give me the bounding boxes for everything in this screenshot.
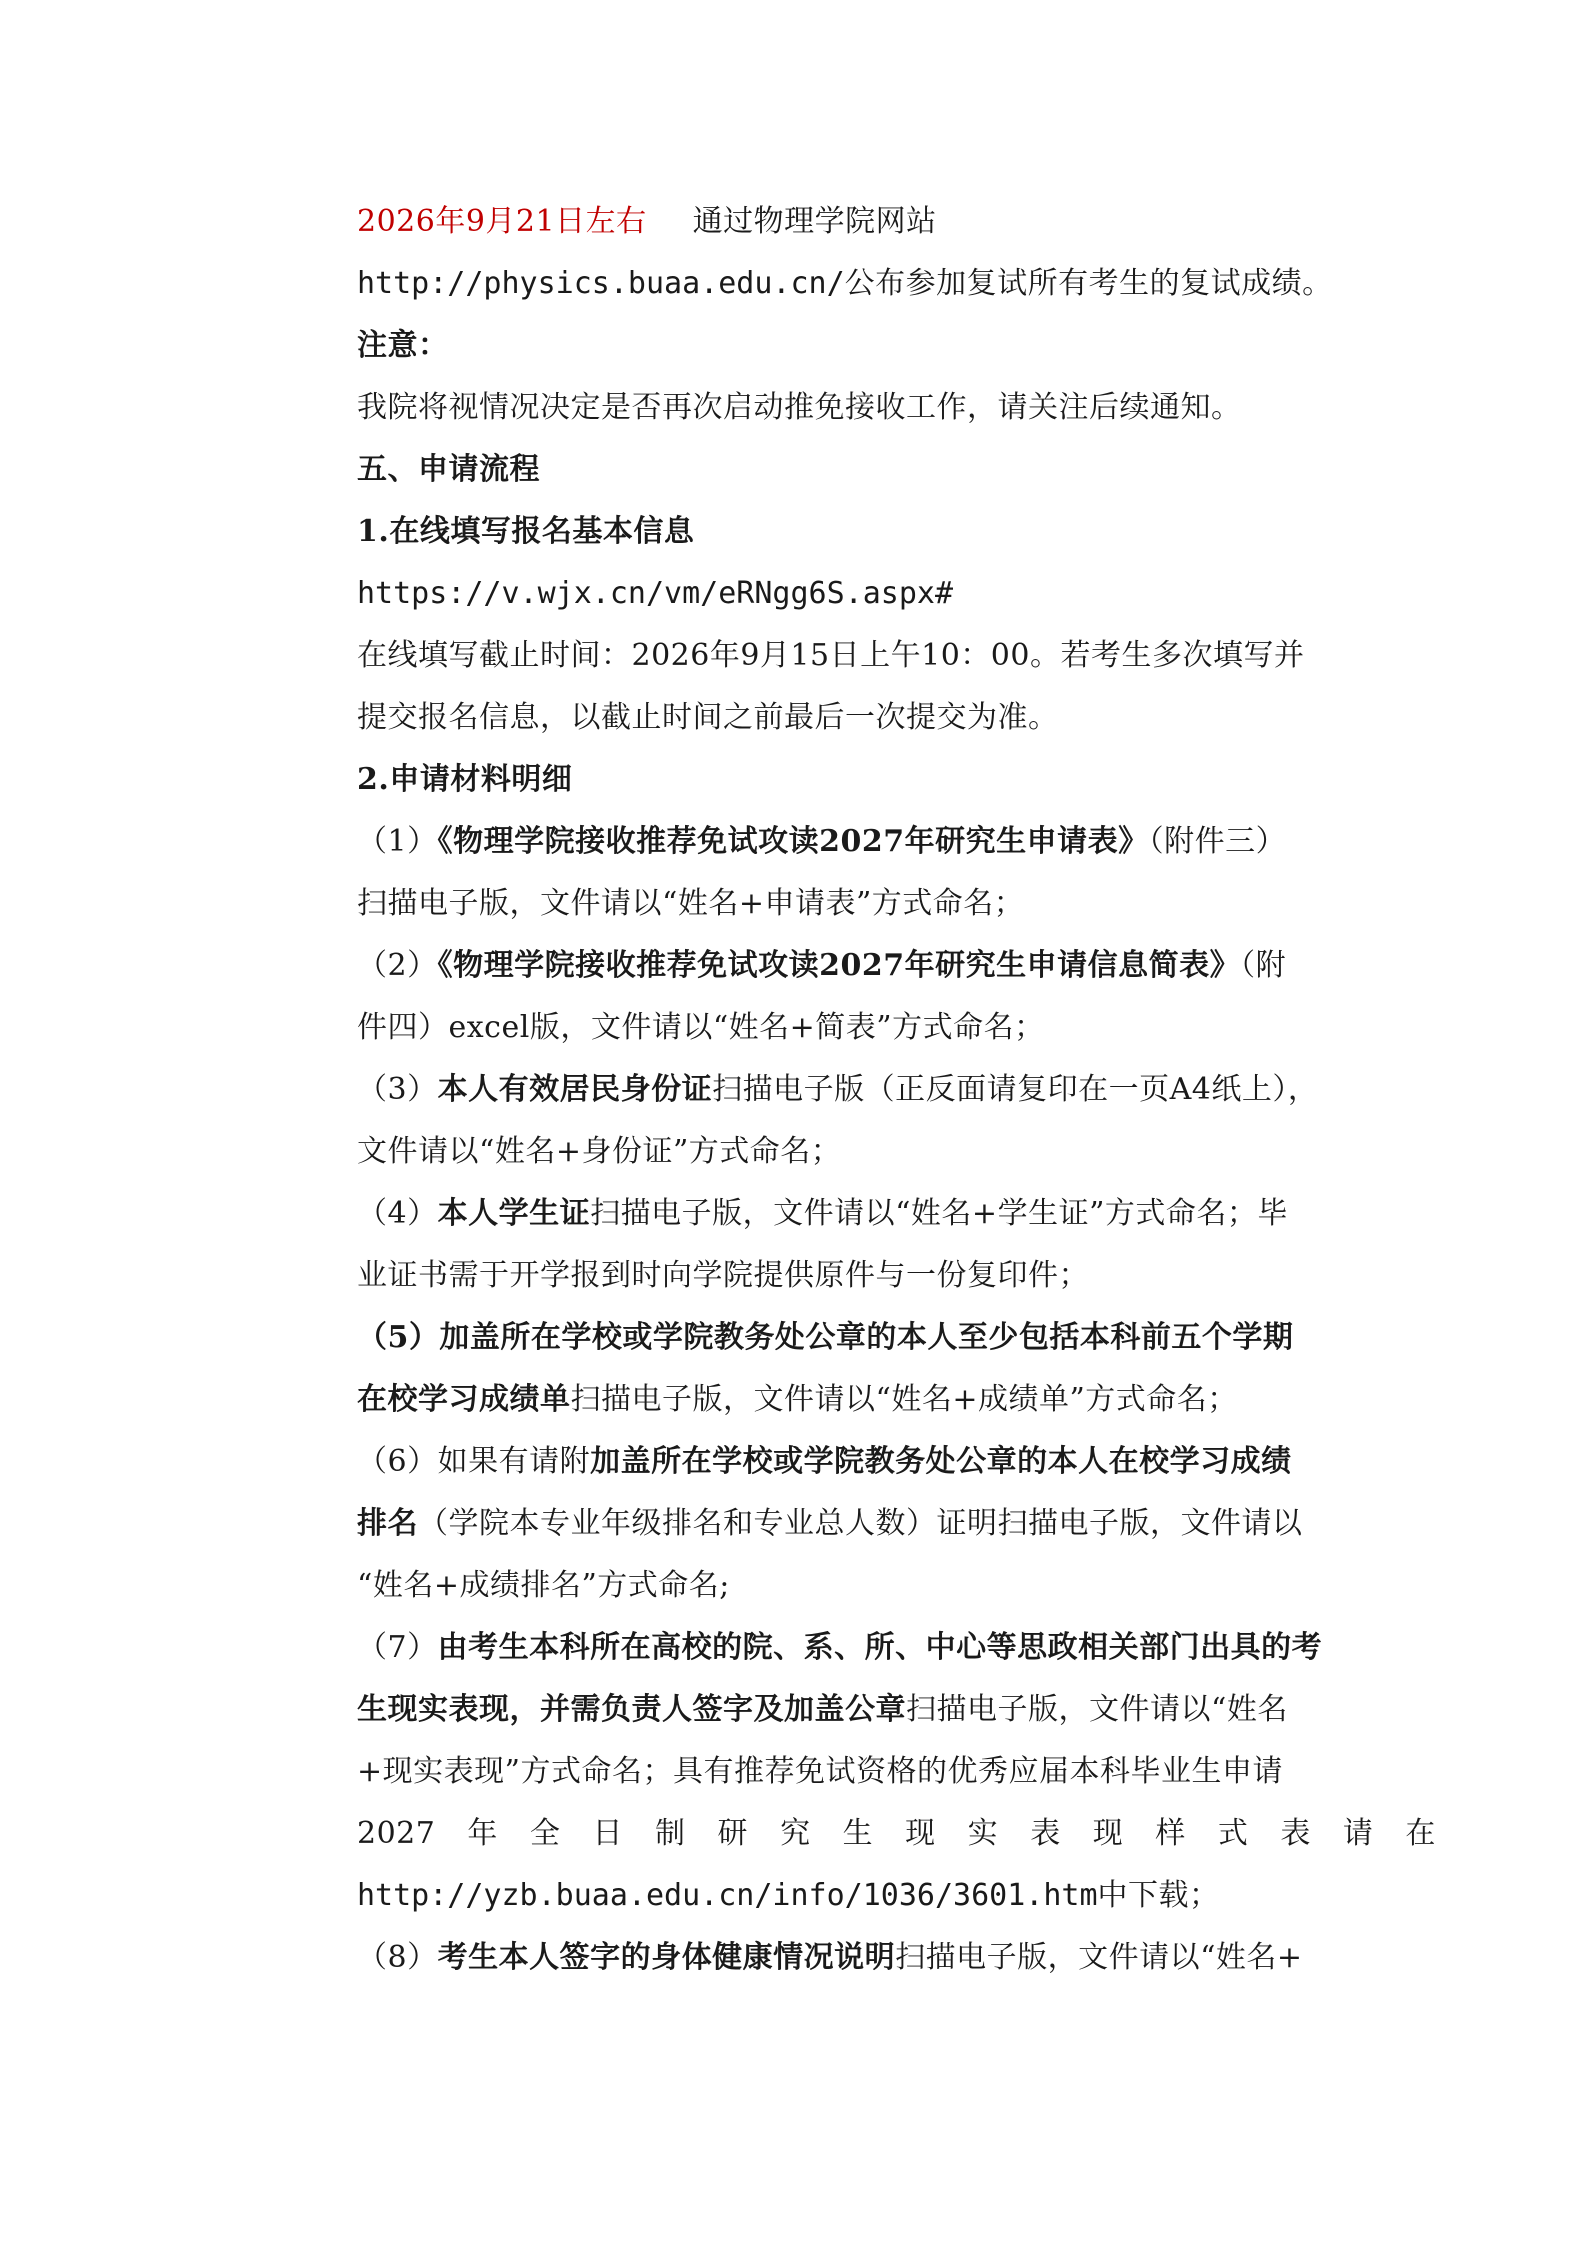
material-item-7-naming: +现实表现”方式命名；具有推荐免试资格的优秀应届本科毕业生申请 [357, 1754, 1283, 1789]
material-item-7-template-note: 2027 年 全 日 制 研 究 生 现 实 表 现 样 式 表 请 在 [357, 1816, 1436, 1851]
material-item-6 [357, 1440, 1347, 1484]
section-heading-application-process: 五、申请流程 [357, 452, 540, 487]
item-title: 《物理学院接收推荐免试攻读2027年研究生申请信息简表》 [437, 948, 1241, 983]
item-rest: 扫描电子版（正反面请复印在一页A4纸上）， [712, 1072, 1319, 1107]
material-item-7-continued [357, 1688, 1347, 1732]
announcement-date: 2026年9月21日左右 [357, 204, 647, 239]
material-item-6-naming: “姓名+成绩排名”方式命名; [357, 1568, 730, 1603]
item-rest: （附件三） [1148, 824, 1287, 859]
item-number: （8） [357, 1940, 438, 1975]
material-item-8 [357, 1936, 1347, 1980]
template-download-line [357, 1874, 1347, 1918]
item-number: （2） [357, 948, 438, 983]
registration-link[interactable]: https://v.wjx.cn/vm/eRNgg6S.aspx# [357, 576, 954, 611]
material-item-6-continued [357, 1502, 1347, 1546]
item-title: 加盖所在学校或学院教务处公章的本人在校学习成绩 [590, 1444, 1292, 1479]
subsection-materials: 2.申请材料明细 [357, 762, 573, 797]
item-number: （4） [357, 1196, 438, 1231]
deadline-text-line-1: 在线填写截止时间：2026年9月15日上午10：00。若考生多次填写并 [357, 638, 1305, 673]
item-rest: （学院本专业年级排名和专业总人数）证明扫描电子版，文件请以 [418, 1506, 1303, 1541]
item-title: 由考生本科所在高校的院、系、所、中心等思政相关部门出具的考 [437, 1630, 1323, 1665]
result-announcement-line [357, 200, 1347, 244]
note-text: 我院将视情况决定是否再次启动推免接收工作，请关注后续通知。 [357, 390, 1242, 425]
item-title: 排名 [357, 1506, 418, 1541]
material-item-3-continued: 文件请以“姓名+身份证”方式命名； [357, 1134, 842, 1169]
item-title: 考生本人签字的身体健康情况说明 [437, 1940, 896, 1975]
template-download-link[interactable]: http://yzb.buaa.edu.cn/info/1036/3601.htm [357, 1878, 1098, 1913]
deadline-text-line-2: 提交报名信息，以截止时间之前最后一次提交为准。 [357, 700, 1059, 735]
item-number: （6） [357, 1444, 438, 1479]
item-rest: 扫描电子版，文件请以“姓名 [906, 1692, 1288, 1727]
download-text: 中下载； [1097, 1878, 1220, 1913]
announcement-text: 通过物理学院网站 [692, 204, 937, 239]
item-title: 本人学生证 [437, 1196, 591, 1231]
material-item-4-continued: 业证书需于开学报到时向学院提供原件与一份复印件； [357, 1258, 1089, 1293]
item-title: 《物理学院接收推荐免试攻读2027年研究生申请表》 [437, 824, 1149, 859]
item-number: （1） [357, 824, 438, 859]
material-item-7 [357, 1626, 1347, 1670]
material-item-4 [357, 1192, 1347, 1236]
material-item-2-continued: 件四）excel版，文件请以“姓名+简表”方式命名； [357, 1010, 1045, 1045]
material-item-2 [357, 944, 1347, 988]
physics-website-link[interactable]: http://physics.buaa.edu.cn/ [357, 266, 845, 301]
item-title: 在校学习成绩单 [357, 1382, 571, 1417]
subsection-online-registration: 1.在线填写报名基本信息 [357, 514, 695, 549]
material-item-1 [357, 820, 1347, 864]
material-item-5: （5）加盖所在学校或学院教务处公章的本人至少包括本科前五个学期 [357, 1320, 1294, 1355]
announcement-continuation: 公布参加复试所有考生的复试成绩。 [844, 266, 1333, 301]
item-rest: 扫描电子版，文件请以“姓名+成绩单”方式命名； [570, 1382, 1238, 1417]
item-number: （3） [357, 1072, 438, 1107]
item-number: （7） [357, 1630, 438, 1665]
material-item-1-continued: 扫描电子版，文件请以“姓名+申请表”方式命名； [357, 886, 1025, 921]
item-rest: 扫描电子版，文件请以“姓名+学生证”方式命名；毕 [590, 1196, 1288, 1231]
item-title: 本人有效居民身份证 [437, 1072, 713, 1107]
item-title: 生现实表现，并需负责人签字及加盖公章 [357, 1692, 906, 1727]
physics-website-line [357, 262, 1347, 306]
item-rest: 扫描电子版，文件请以“姓名+ [895, 1940, 1303, 1975]
item-rest: （附 [1240, 948, 1287, 983]
material-item-5-continued [357, 1378, 1347, 1422]
item-lead: 如果有请附 [437, 1444, 591, 1479]
material-item-3 [357, 1068, 1347, 1112]
note-heading: 注意： [357, 328, 449, 363]
